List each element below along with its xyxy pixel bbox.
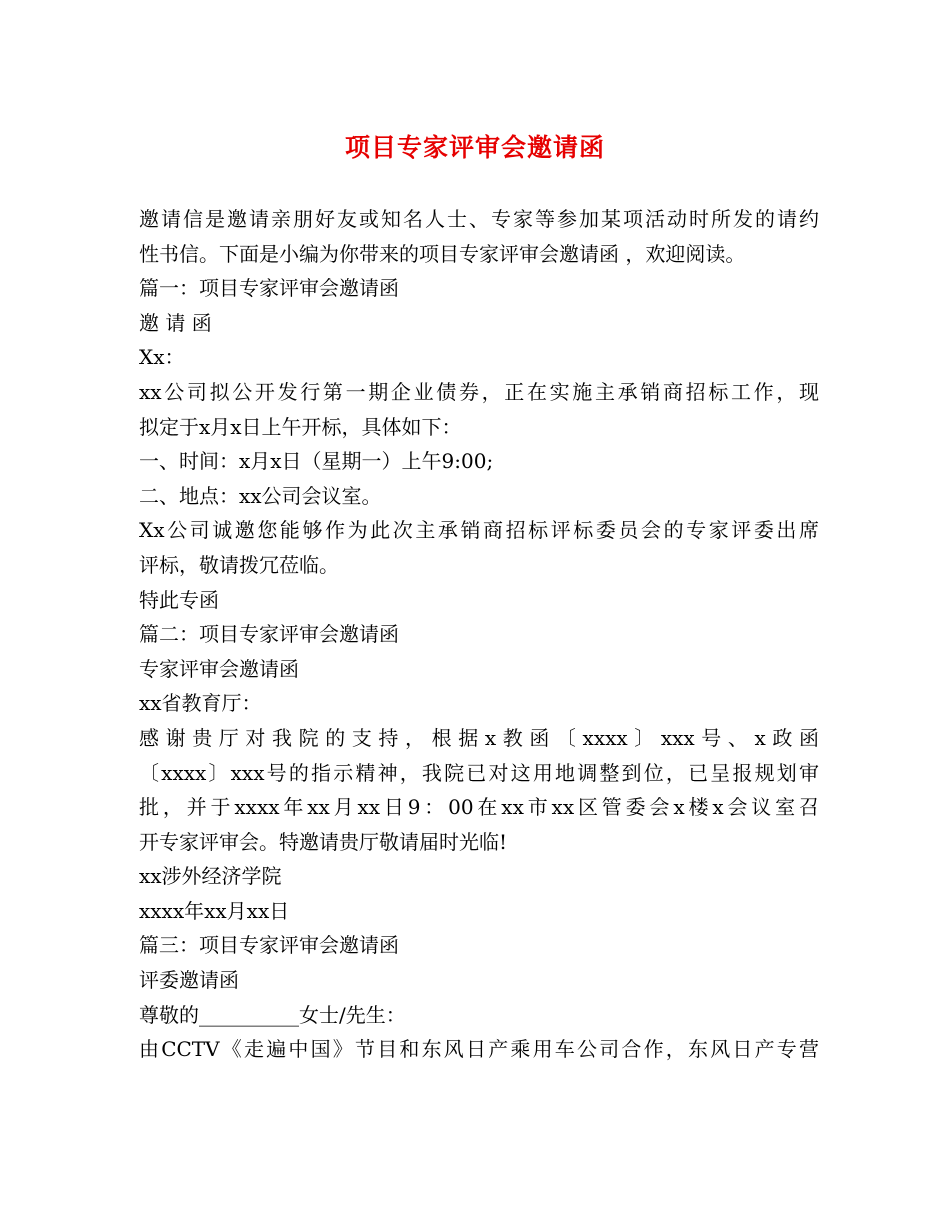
salutation: Xx： (139, 345, 185, 370)
document-body (139, 202, 819, 1067)
letter-title: 评委邀请函 (139, 968, 239, 993)
closing-line: 特此专函 (139, 587, 219, 612)
section-heading: 篇一：项目专家评审会邀请函 (139, 276, 399, 301)
paragraph-line: Xx公司诚邀您能够作为此次主承销商招标评标委员会的专家评委出席 (139, 518, 819, 543)
letter-title: 专家评审会邀请函 (139, 656, 299, 681)
paragraph-line: 批，并于xxxx年xx月xx日9：00在xx市xx区管委会x楼x会议室召 (139, 795, 819, 820)
salutation: xx省教育厅： (139, 691, 262, 716)
paragraph-line: 开专家评审会。特邀请贵厅敬请届时光临! (139, 829, 508, 854)
paragraph-line: 一、时间：x月x日（星期一）上午9:00; (139, 449, 494, 474)
paragraph-line: 拟定于x月x日上午开标，具体如下： (139, 414, 462, 439)
section-heading: 篇二：项目专家评审会邀请函 (139, 622, 399, 647)
paragraph-line: 感谢贵厅对我院的支持，根据x教函〔xxxx〕xxx号、x政函 (139, 725, 819, 750)
paragraph-line: 评标，敬请拨冗莅临。 (139, 552, 339, 577)
paragraph-line: 邀请信是邀请亲朋好友或知名人士、专家等参加某项活动时所发的请约 (139, 207, 819, 231)
salutation: 尊敬的__________女士/先生： (139, 1002, 406, 1027)
letter-title: 邀 请 函 (139, 310, 212, 335)
paragraph-line: 性书信。下面是小编为你带来的项目专家评审会邀请函 ，欢迎阅读。 (139, 241, 746, 266)
section-heading: 篇三：项目专家评审会邀请函 (139, 933, 399, 958)
paragraph-line: 由CCTV《走遍中国》节目和东风日产乘用车公司合作，东风日产专营 (139, 1037, 819, 1062)
paragraph-line: 〔xxxx〕xxx号的指示精神，我院已对这用地调整到位，已呈报规划审 (139, 760, 819, 785)
paragraph-line: xx公司拟公开发行第一期企业债券，正在实施主承销商招标工作，现 (139, 379, 819, 404)
paragraph-line: 二、地点：xx公司会议室。 (139, 483, 382, 508)
document-title: 项目专家评审会邀请函 (344, 133, 605, 162)
date-line: xxxx年xx月xx日 (139, 898, 290, 923)
signature-line: xx涉外经济学院 (139, 864, 282, 889)
